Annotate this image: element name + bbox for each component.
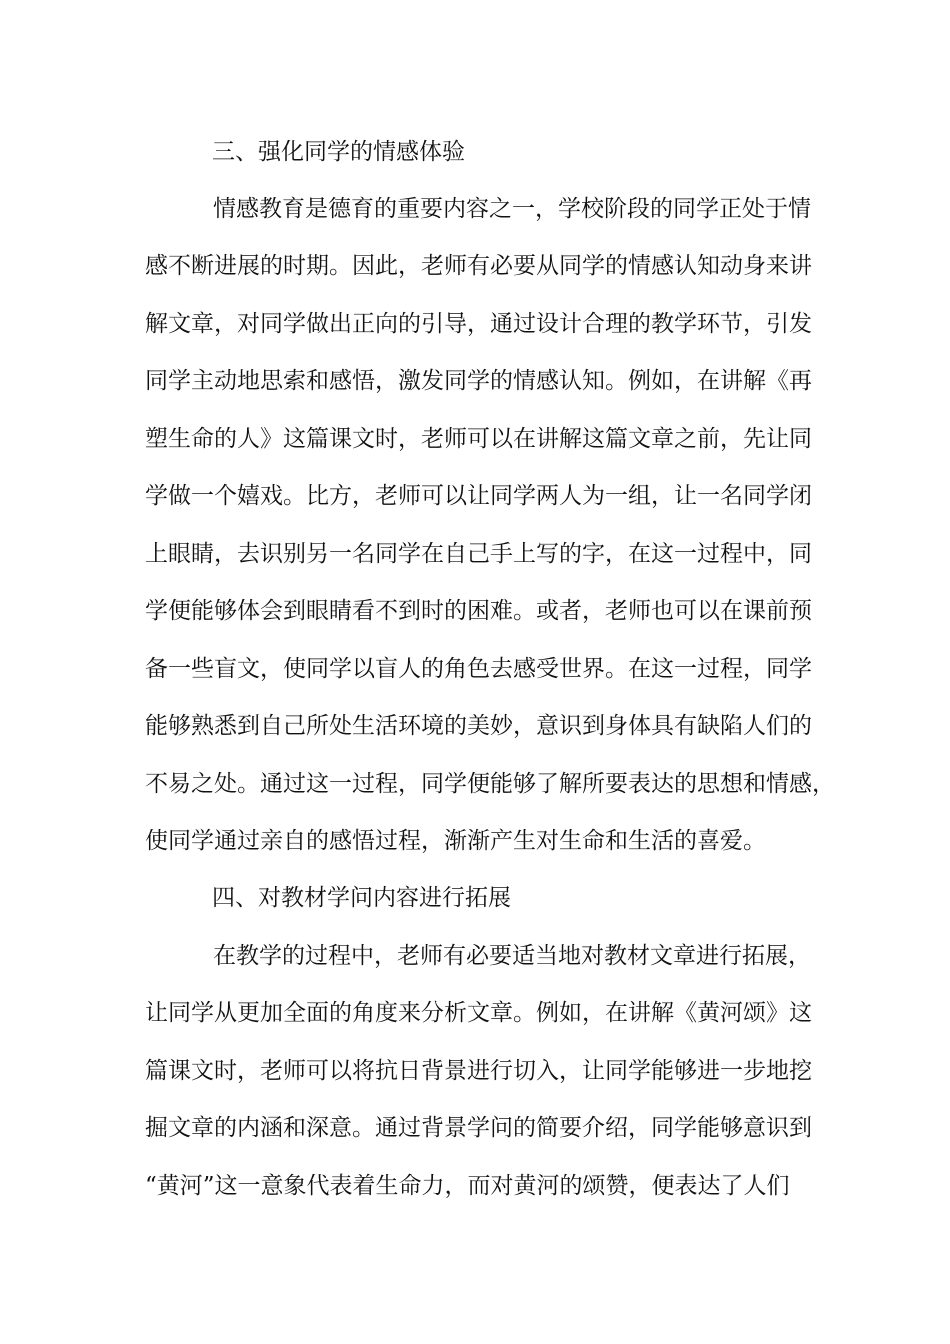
paragraph-line: 备一些盲文，使同学以盲人的角色去感受世界。在这一过程，同学 <box>145 656 812 682</box>
paragraph-line: 学做一个嬉戏。比方，老师可以让同学两人为一组，让一名同学闭 <box>145 483 812 509</box>
paragraph-line: 解文章，对同学做出正向的引导，通过设计合理的教学环节，引发 <box>145 311 812 337</box>
paragraph-line: “黄河”这一意象代表着生命力，而对黄河的颂赞，便表达了人们 <box>145 1173 790 1199</box>
paragraph-line: 情感教育是德育的重要内容之一，学校阶段的同学正处于情 <box>213 196 811 222</box>
paragraph-line: 同学主动地思索和感悟，激发同学的情感认知。例如，在讲解《再 <box>145 368 812 394</box>
paragraph-line: 使同学通过亲自的感悟过程，渐渐产生对生命和生活的喜爱。 <box>145 828 766 854</box>
paragraph-line: 感不断进展的时期。因此，老师有必要从同学的情感认知动身来讲 <box>145 253 812 279</box>
paragraph-line: 塑生命的人》这篇课文时，老师可以在讲解这篇文章之前，先让同 <box>145 426 812 452</box>
paragraph-line: 掘文章的内涵和深意。通过背景学问的简要介绍，同学能够意识到 <box>145 1115 812 1141</box>
paragraph-line: 不易之处。通过这一过程，同学便能够了解所要表达的思想和情感， <box>145 771 835 797</box>
paragraph-line: 在教学的过程中，老师有必要适当地对教材文章进行拓展， <box>213 943 811 969</box>
paragraph-line: 上眼睛，去识别另一名同学在自己手上写的字，在这一过程中，同 <box>145 541 812 567</box>
paragraph-line: 学便能够体会到眼睛看不到时的困难。或者，老师也可以在课前预 <box>145 598 812 624</box>
section-heading-4: 四、对教材学问内容进行拓展 <box>212 885 511 911</box>
paragraph-line: 篇课文时，老师可以将抗日背景进行切入，让同学能够进一步地挖 <box>145 1058 812 1084</box>
paragraph-line: 让同学从更加全面的角度来分析文章。例如，在讲解《黄河颂》这 <box>145 1000 812 1026</box>
paragraph-line: 能够熟悉到自己所处生活环境的美妙，意识到身体具有缺陷人们的 <box>145 713 812 739</box>
section-heading-3: 三、强化同学的情感体验 <box>212 139 465 165</box>
